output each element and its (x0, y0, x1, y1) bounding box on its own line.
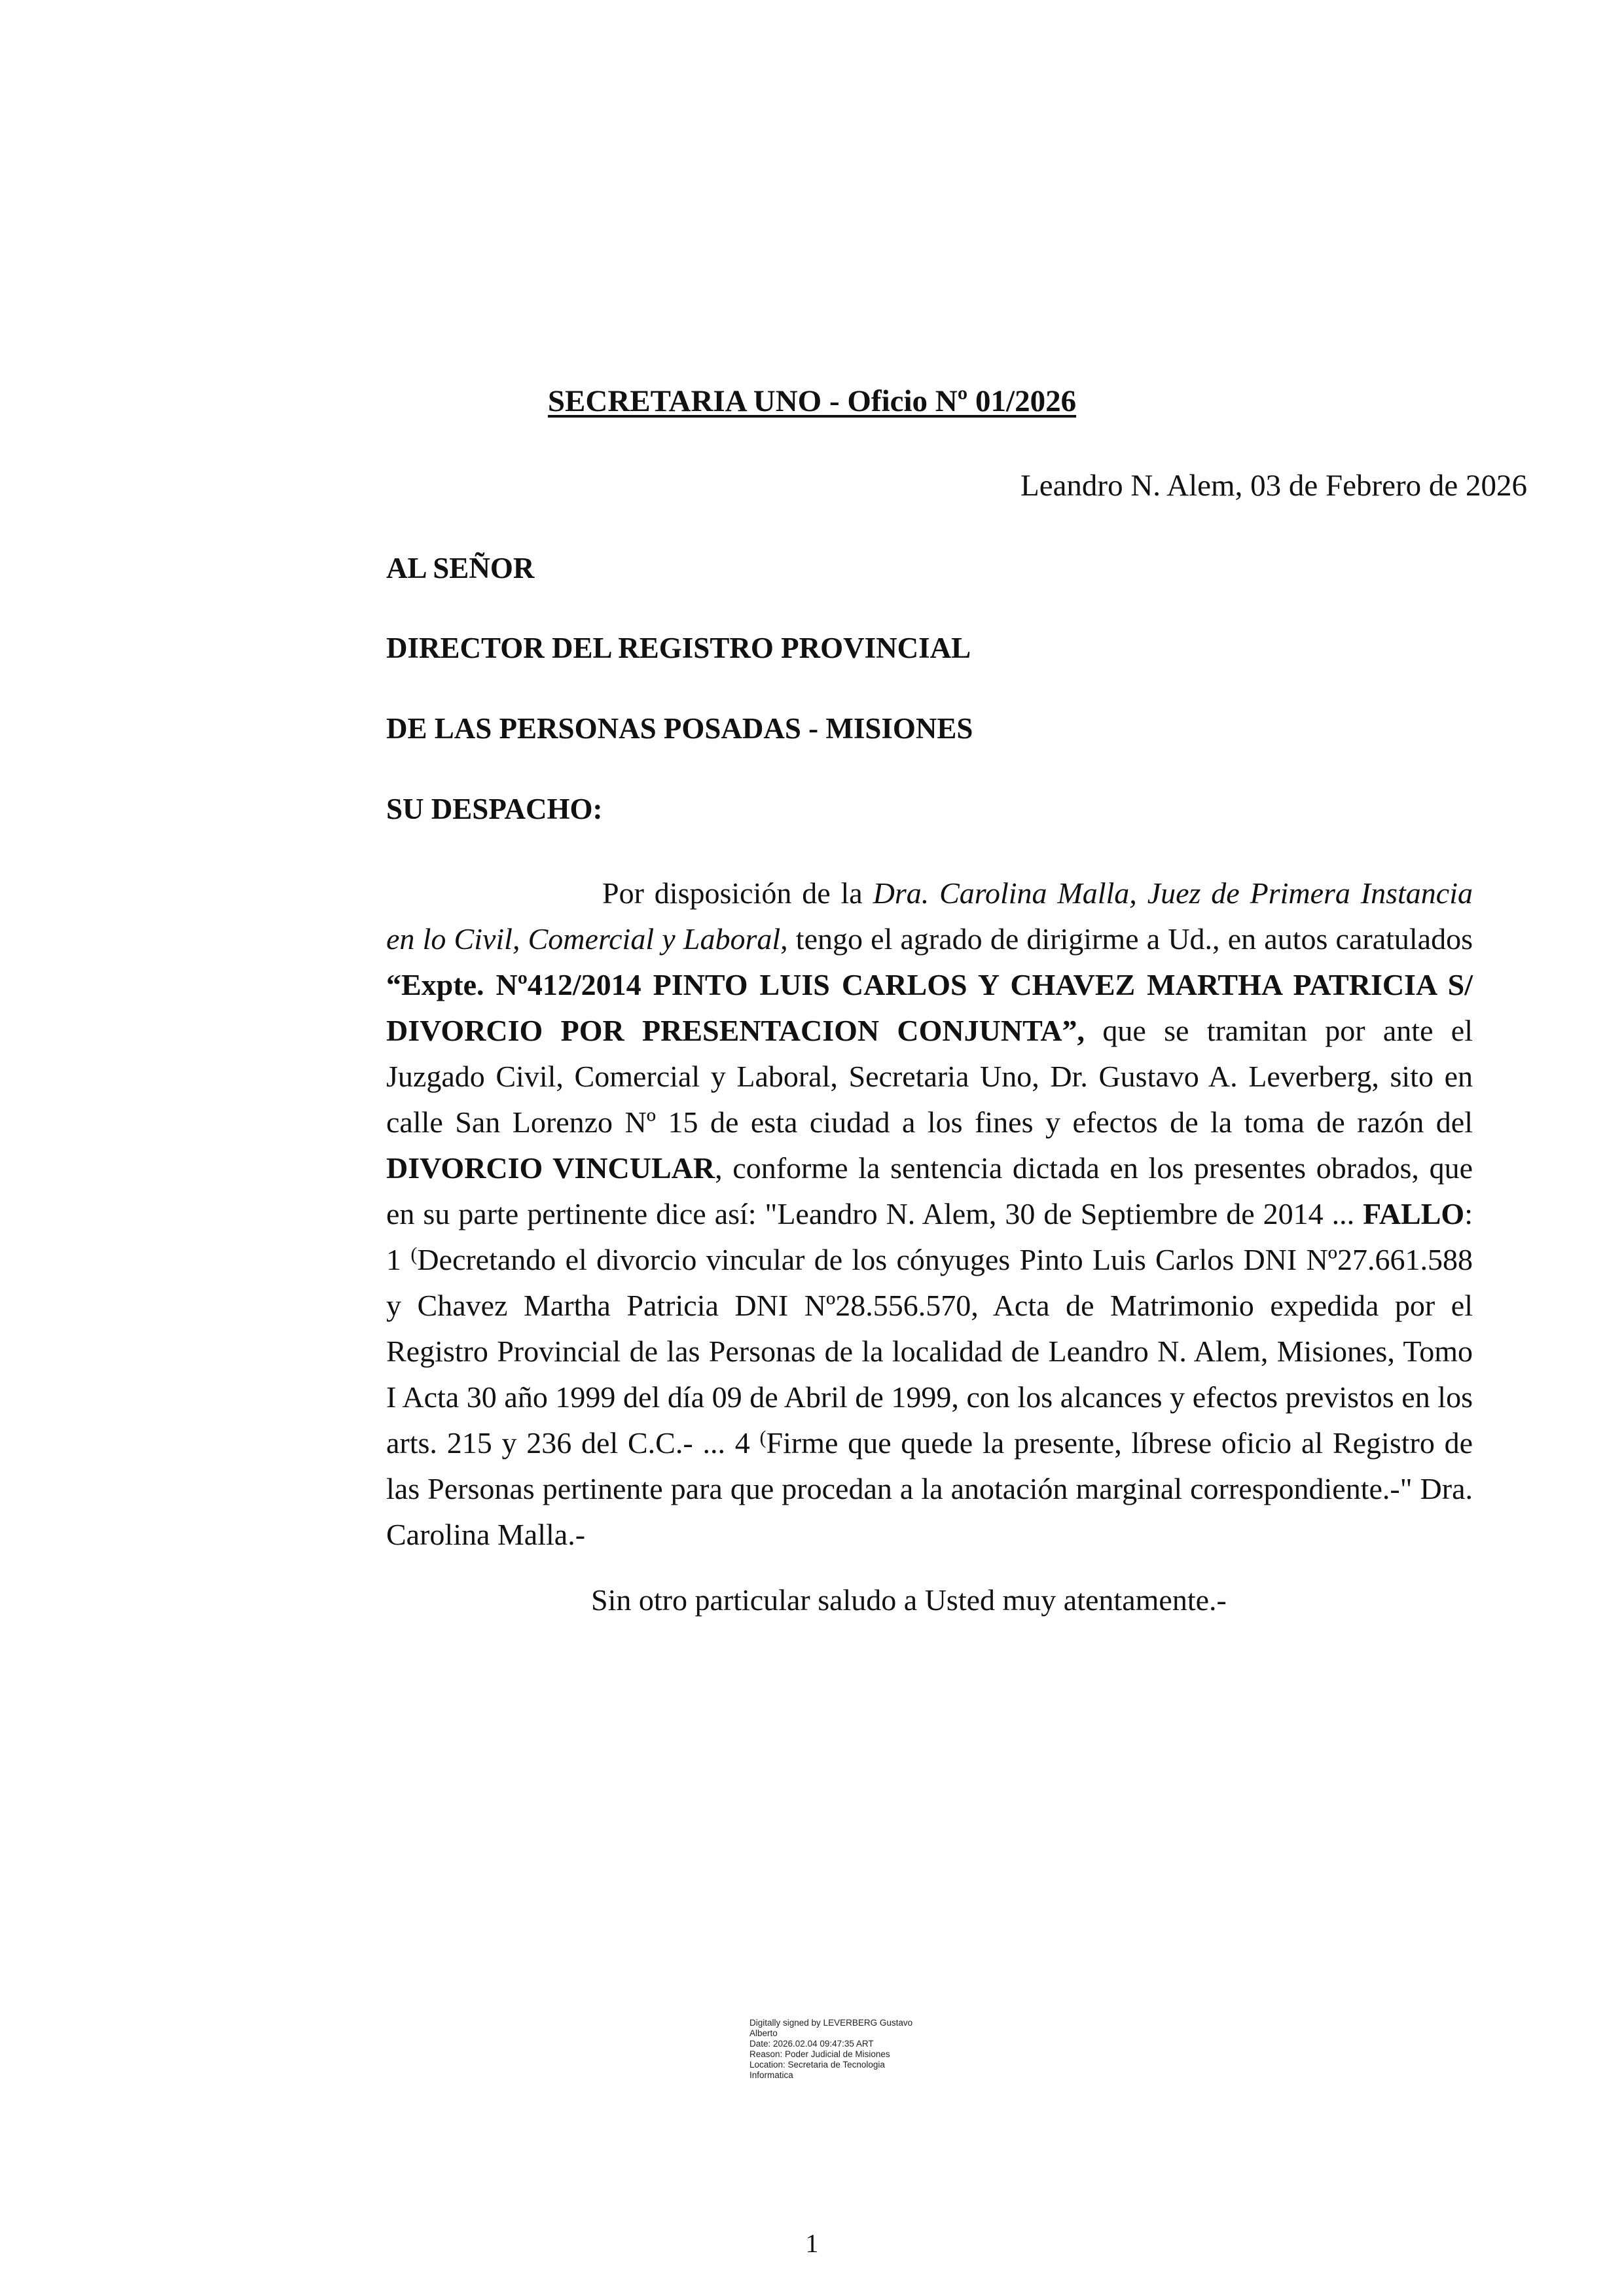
signature-location: Location: Secretaria de Tecnologia (749, 2060, 885, 2070)
addressee-organization: DE LAS PERSONAS POSADAS - MISIONES (386, 712, 973, 745)
signature-date: Date: 2026.02.04 09:47:35 ART (749, 2039, 874, 2049)
closing-line: Sin otro particular saludo a Usted muy atentamente.- (591, 1583, 1227, 1617)
body-court-details: que se tramitan por ante el Juzgado Civil, Comercial y Laboral, Secretaria Uno, Dr. Gustavo A. Leverberg, sito en calle San Lorenzo Nº 15 de esta ciudad a los fines y efectos de la toma de razón del (386, 1014, 1473, 1139)
body-paragraph (386, 870, 1473, 1558)
order-text: Firme que quede la presente, líbrese oficio al Registro de las Personas pertinente para que procedan a la anotación marginal correspondiente.-" Dra. Carolina Malla.- (386, 1426, 1473, 1551)
judge-name: Dra. Carolina Malla, Juez de Primera Instancia en lo Civil, Comercial y Laboral (386, 876, 1473, 956)
addressee-salutation: AL SEÑOR (386, 552, 535, 584)
addressee-despacho: SU DESPACHO: (386, 793, 603, 825)
document-heading: SECRETARIA UNO - Oficio Nº 01/2026 (547, 384, 1077, 418)
place-date-line: Leandro N. Alem, 03 de Febrero de 2026 (1020, 469, 1527, 503)
case-title: “Expte. Nº412/2014 PINTO LUIS CARLOS Y CHAVEZ MARTHA PATRICIA S/ DIVORCIO POR PRESENTACION CONJUNTA”, (386, 968, 1473, 1047)
body-sentence-intro: , conforme la sentencia dictada en los presentes obrados, que en su parte pertinente dice así: "Leandro N. Alem, 30 de Septiembre de 2014 ... (386, 1151, 1473, 1230)
divorce-label: DIVORCIO VINCULAR (386, 1151, 715, 1185)
fallo-item-one: : 1 (386, 1197, 1473, 1276)
page-number: 1 (805, 2229, 819, 2258)
addressee-title: DIRECTOR DEL REGISTRO PROVINCIAL (386, 632, 971, 664)
signature-reason: Reason: Poder Judicial de Misiones (749, 2049, 890, 2059)
signature-line: Alberto (749, 2028, 778, 2038)
paren-marker: ( (410, 1244, 418, 1265)
fallo-label: FALLO (1363, 1197, 1465, 1230)
paren-marker: ( (759, 1427, 767, 1448)
decree-text: Decretando el divorcio vincular de los cónyuges Pinto Luis Carlos DNI Nº27.661.588 y Chavez Martha Patricia DNI Nº28.556.570, Acta de Matrimonio expedida por el Registro Provincial de las Personas de la localidad de Leandro N. Alem, Misiones, Tomo I Acta 30 año 1999 del día 09 de Abril de 1999, con los alcances y efectos previstos en los arts. 215 y 236 del C.C.- ... 4 (386, 1243, 1473, 1460)
signature-line: Digitally signed by LEVERBERG Gustavo (749, 2018, 913, 2028)
body-intro: Por disposición de la (602, 876, 873, 910)
signature-line: Informatica (749, 2070, 793, 2080)
digital-signature-block (749, 2018, 965, 2081)
body-autos: , tengo el agrado de dirigirme a Ud., en autos caratulados (780, 922, 1473, 956)
